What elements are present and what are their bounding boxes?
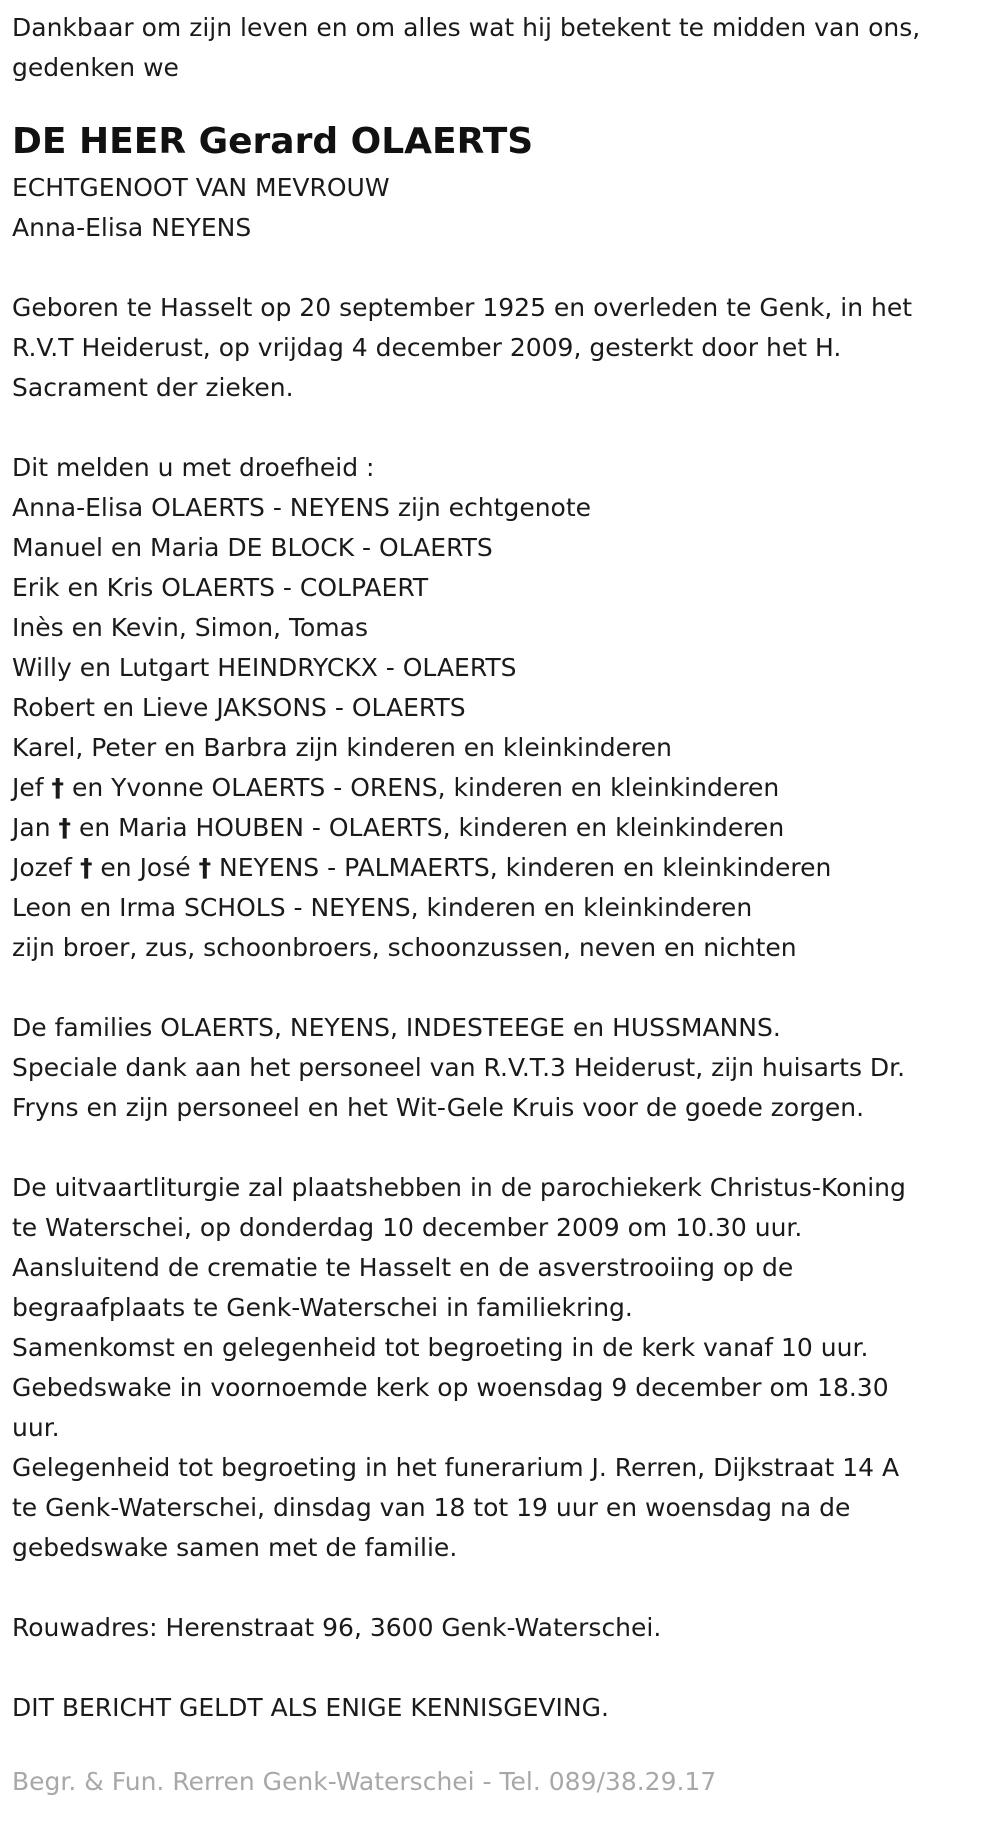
mourner-line: Robert en Lieve JAKSONS - OLAERTS [12, 693, 466, 722]
funeral-line: begraafplaats te Genk-Waterschei in familiekring. [12, 1293, 633, 1322]
funeral-home-footer: Begr. & Fun. Rerren Genk-Waterschei - Tel. 089/38.29.17 [12, 1767, 717, 1796]
spacer [12, 248, 988, 288]
mourner-first-name: Jan [12, 813, 51, 842]
mourner-line [12, 768, 988, 808]
funeral-line: Gebedswake in voornoemde kerk op woensdag 9 december om 18.30 [12, 1373, 889, 1402]
mourner-line: Manuel en Maria DE BLOCK - OLAERTS [12, 533, 493, 562]
funeral-section [12, 1168, 988, 1568]
birth-death-line: R.V.T Heiderust, op vrijdag 4 december 2009, gesterkt door het H. [12, 333, 842, 362]
birth-death-line: Sacrament der zieken. [12, 373, 294, 402]
mourner-line: Willy en Lutgart HEINDRYCKX - OLAERTS [12, 653, 517, 682]
mourner-first-name: Jef [12, 773, 44, 802]
intro-line: gedenken we [12, 53, 179, 82]
cross-icon: † [79, 853, 93, 882]
mourner-line: Anna-Elisa OLAERTS - NEYENS zijn echtgenote [12, 493, 592, 522]
mourner-line: Erik en Kris OLAERTS - COLPAERT [12, 573, 429, 602]
mourners-intro: Dit melden u met droefheid : [12, 453, 375, 482]
mourner-line: Leon en Irma SCHOLS - NEYENS, kinderen en kleinkinderen [12, 893, 753, 922]
cross-icon: † [51, 773, 65, 802]
mourning-address: Rouwadres: Herenstraat 96, 3600 Genk-Waterschei. [12, 1613, 662, 1642]
mourners-section [12, 448, 988, 968]
spacer [12, 968, 988, 1008]
funeral-line: Gelegenheid tot begroeting in het funerarium J. Rerren, Dijkstraat 14 A [12, 1453, 900, 1482]
birth-death-line: Geboren te Hasselt op 20 september 1925 en overleden te Genk, in het [12, 293, 913, 322]
notice-line: DIT BERICHT GELDT ALS ENIGE KENNISGEVING. [12, 1693, 609, 1722]
mourner-first-name: Jozef [12, 853, 72, 882]
mourner-rest: en Maria HOUBEN - OLAERTS, kinderen en kleinkinderen [78, 813, 785, 842]
cross-icon: † [58, 813, 71, 842]
mourner-line: Karel, Peter en Barbra zijn kinderen en kleinkinderen [12, 733, 672, 762]
mourner-mid: en José [100, 853, 191, 882]
mourner-line: zijn broer, zus, schoonbroers, schoonzussen, neven en nichten [12, 933, 797, 962]
mourner-line [12, 808, 988, 848]
mourner-line [12, 848, 988, 888]
funeral-line: uur. [12, 1413, 60, 1442]
families-line: Speciale dank aan het personeel van R.V.T.3 Heiderust, zijn huisarts Dr. [12, 1053, 906, 1082]
funeral-line: gebedswake samen met de familie. [12, 1533, 458, 1562]
funeral-line: Aansluitend de crematie te Hasselt en de asverstrooiing op de [12, 1253, 794, 1282]
mourner-rest: en Yvonne OLAERTS - ORENS, kinderen en kleinkinderen [71, 773, 780, 802]
funeral-line: De uitvaartliturgie zal plaatshebben in de parochiekerk Christus-Koning [12, 1173, 906, 1202]
spacer [12, 1128, 988, 1168]
spouse-section [12, 168, 988, 248]
funeral-line: Samenkomst en gelegenheid tot begroeting in de kerk vanaf 10 uur. [12, 1333, 869, 1362]
spouse-label: ECHTGENOOT VAN MEVROUW [12, 173, 390, 202]
intro-section [12, 8, 988, 88]
funeral-line: te Genk-Waterschei, dinsdag van 18 tot 19 uur en woensdag na de [12, 1493, 851, 1522]
mourner-rest: NEYENS - PALMAERTS, kinderen en kleinkinderen [219, 853, 832, 882]
birth-death-section [12, 288, 988, 408]
spacer [12, 1648, 988, 1688]
funeral-line: te Waterschei, op donderdag 10 december 2009 om 10.30 uur. [12, 1213, 803, 1242]
spacer [12, 1568, 988, 1608]
families-section [12, 1008, 988, 1128]
families-line: De families OLAERTS, NEYENS, INDESTEEGE en HUSSMANNS. [12, 1013, 781, 1042]
mourner-line: Inès en Kevin, Simon, Tomas [12, 613, 368, 642]
spouse-name: Anna-Elisa NEYENS [12, 213, 252, 242]
cross-icon: † [198, 853, 212, 882]
deceased-name: DE HEER Gerard OLAERTS [12, 121, 534, 162]
families-line: Fryns en zijn personeel en het Wit-Gele Kruis voor de goede zorgen. [12, 1093, 865, 1122]
spacer [12, 408, 988, 448]
intro-line: Dankbaar om zijn leven en om alles wat hij betekent te midden van ons, [12, 13, 921, 42]
